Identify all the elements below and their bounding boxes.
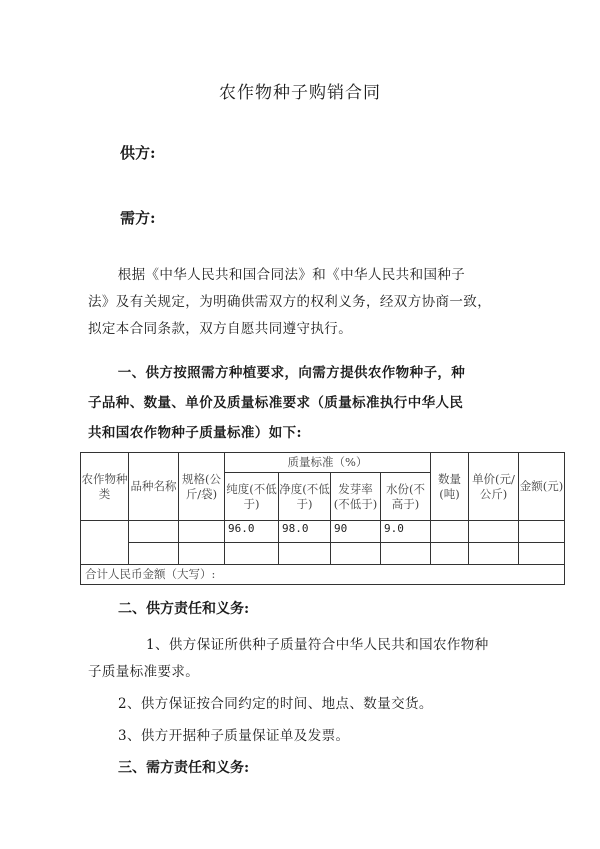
cell-cleanliness: 98.0 [279,521,331,543]
cell-variety [129,543,179,565]
intro-line-2: 法》及有关规定，为明确供需双方的权利义务，经双方协商一致， [88,294,492,310]
cell-moisture: 9.0 [381,521,431,543]
section-2-item-2: 2、供方保证按合同约定的时间、地点、数量交货。 [118,696,433,712]
clause-1-line-2: 子品种、数量、单价及质量标准要求（质量标准执行中华人民 [88,395,464,411]
supplier-label: 供方: [120,144,156,162]
intro-line-3: 拟定本合同条款，双方自愿共同遵守执行。 [88,321,353,337]
section-2-item-3: 3、供方开据种子质量保证单及发票。 [118,728,350,744]
intro-paragraph [88,262,524,343]
header-cleanliness: 净度(不低于) [279,473,331,521]
cell-unit-price [469,543,519,565]
clause-1-paragraph [88,358,524,448]
cell-purity: 96.0 [225,521,279,543]
header-moisture: 水份(不高于) [381,473,431,521]
clause-1-line-1: 一、供方按照需方种植要求，向需方提供农作物种子，种 [117,365,466,381]
clause-1-line-3: 共和国农作物种子质量标准）如下: [88,425,302,441]
cell-variety [129,521,179,543]
buyer-label: 需方: [120,209,156,227]
header-germination: 发芽率(不低于) [331,473,381,521]
header-quality-standard: 质量标准（%） [225,453,431,473]
section-2-item-1-line-2: 子质量标准要求。 [88,664,200,680]
table-header-row-1 [81,453,565,473]
cell-germination: 90 [331,521,381,543]
cell-moisture [381,543,431,565]
table-total-row [81,565,565,585]
header-variety: 品种名称 [129,453,179,521]
header-quantity: 数量(吨) [431,453,469,521]
total-amount-label: 合计人民币金额（大写）: [81,565,565,585]
header-purity: 纯度(不低于) [225,473,279,521]
cell-spec [179,543,225,565]
section-3-title: 三、需方责任和义务: [118,760,250,776]
section-2-item-1-line-1: 1、供方保证所供种子质量符合中华人民共和国农作物种 [146,637,489,653]
table-row [81,521,565,543]
cell-unit-price [469,521,519,543]
section-2-title: 二、供方责任和义务: [118,601,250,617]
header-amount: 金额(元) [519,453,565,521]
cell-cleanliness [279,543,331,565]
header-spec: 规格(公斤/袋) [179,453,225,521]
cell-quantity [431,543,469,565]
cell-germination [331,543,381,565]
cell-amount [519,543,565,565]
seed-table [80,452,565,585]
cell-crop-type [81,521,129,565]
cell-purity [225,543,279,565]
document-title: 农作物种子购销合同 [219,83,381,103]
cell-quantity [431,521,469,543]
header-crop-type: 农作物种类 [81,453,129,521]
table-row [81,543,565,565]
cell-amount [519,521,565,543]
header-unit-price: 单价(元/公斤) [469,453,519,521]
cell-spec [179,521,225,543]
intro-line-1: 根据《中华人民共和国合同法》和《中华人民共和国种子 [117,267,466,283]
